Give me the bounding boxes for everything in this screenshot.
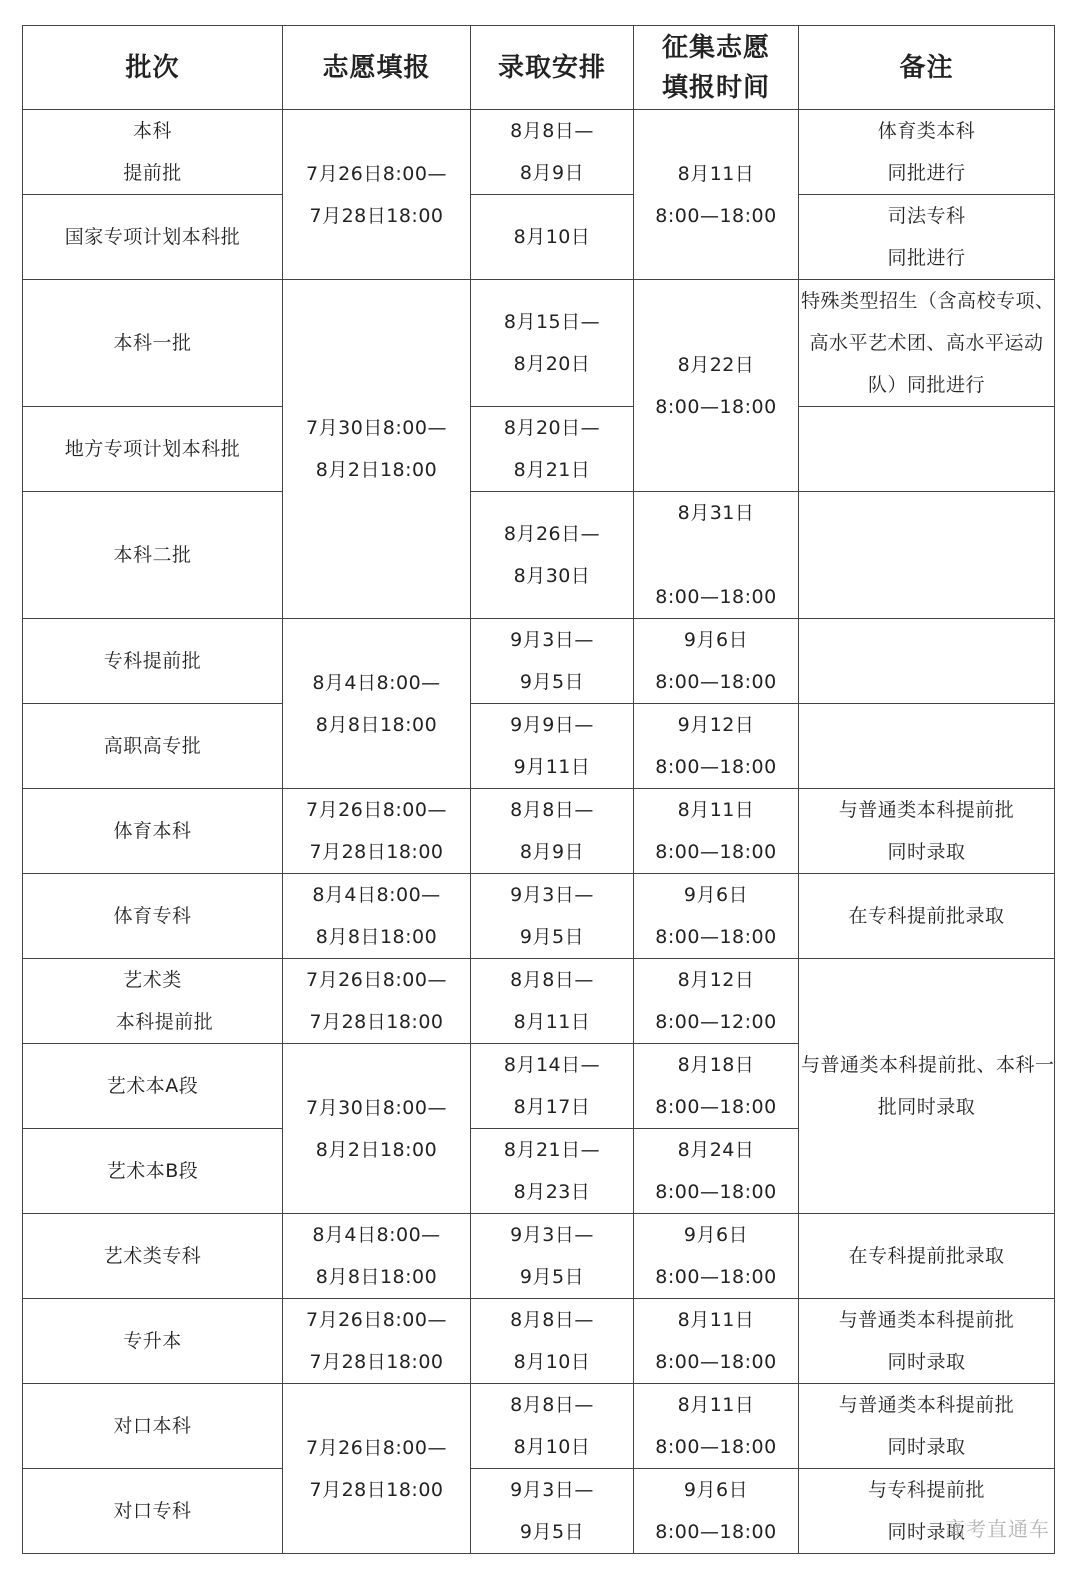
remarks-line: 在专科提前批录取 [848, 905, 1005, 927]
application-line: 8月2日18:00 [315, 1138, 438, 1161]
batch-line: 本科一批 [113, 332, 192, 354]
batch-line: 艺术类 [123, 969, 182, 991]
cell-admission [471, 874, 634, 959]
batch-line: 专升本 [123, 1330, 182, 1352]
table-row [23, 789, 1055, 874]
cell-batch [23, 1044, 283, 1129]
admission-line: 8月20日 [513, 353, 591, 375]
admission-line: 8月9日 [519, 162, 585, 184]
application-line: 8月2日18:00 [315, 459, 438, 481]
table-row [23, 704, 1055, 789]
collection-line: 8月11日 [677, 799, 755, 821]
batch-line: 体育本科 [113, 820, 192, 842]
cell-collection [634, 619, 799, 704]
header-admission: 录取安排 [471, 26, 634, 110]
cell-collection [634, 280, 799, 492]
application-line: 7月30日8:00— [306, 1096, 447, 1119]
remarks-line: 与普通类本科提前批 [838, 1394, 1015, 1416]
application-line: 8月8日18:00 [315, 1266, 438, 1288]
application-line: 7月28日18:00 [309, 204, 444, 227]
admission-line: 8月14日— [503, 1054, 601, 1076]
admission-line: 8月21日 [513, 459, 591, 481]
application-line: 7月26日8:00— [306, 799, 447, 821]
table-row [23, 619, 1055, 704]
cell-batch [23, 704, 283, 789]
header-collection-time [634, 26, 799, 110]
cell-application [283, 1384, 471, 1554]
cell-remarks [799, 959, 1055, 1214]
cell-collection [634, 1299, 799, 1384]
admission-line: 8月23日 [513, 1181, 591, 1203]
cell-remarks [799, 1299, 1055, 1384]
collection-line: 8:00—18:00 [655, 1351, 777, 1373]
application-line: 7月26日8:00— [306, 969, 447, 991]
admission-line: 9月11日 [513, 756, 591, 778]
application-line: 7月28日18:00 [309, 1478, 444, 1501]
cell-remarks [799, 407, 1055, 492]
cell-admission [471, 1129, 634, 1214]
collection-line: 8:00—18:00 [655, 756, 777, 778]
cell-batch [23, 959, 283, 1044]
collection-line: 8:00—18:00 [655, 671, 777, 693]
cell-application [283, 789, 471, 874]
collection-line: 8月31日 [677, 502, 755, 524]
cell-application [283, 280, 471, 619]
application-line: 8月4日8:00— [312, 671, 441, 694]
collection-line: 8月22日 [677, 353, 755, 376]
application-line: 8月4日8:00— [312, 1224, 441, 1246]
collection-line: 8:00—18:00 [655, 204, 777, 227]
admission-line: 9月5日 [519, 671, 585, 693]
remarks-line: 同时录取 [887, 841, 966, 863]
batch-line: 对口专科 [113, 1500, 192, 1522]
remarks-line: 同批进行 [887, 162, 966, 184]
collection-line: 8:00—18:00 [655, 841, 777, 863]
collection-line: 8月11日 [677, 162, 755, 185]
cell-application [283, 1214, 471, 1299]
table-row [23, 1214, 1055, 1299]
table-row [23, 110, 1055, 195]
remarks-line: 在专科提前批录取 [848, 1245, 1005, 1267]
cell-remarks [799, 280, 1055, 407]
admission-line: 8月26日— [503, 523, 601, 545]
admission-line: 8月8日— [510, 969, 594, 991]
admission-line: 8月8日— [510, 1394, 594, 1416]
collection-line: 8:00—18:00 [655, 1096, 777, 1118]
cell-admission [471, 110, 634, 195]
collection-line: 8:00—18:00 [655, 1521, 777, 1543]
application-line: 8月4日8:00— [312, 884, 441, 906]
batch-line: 艺术本B段 [106, 1160, 199, 1182]
remarks-line: 与普通类本科提前批 [838, 799, 1015, 821]
cell-remarks [799, 874, 1055, 959]
application-line: 7月28日18:00 [309, 1011, 444, 1033]
cell-collection [634, 1044, 799, 1129]
table-row [23, 959, 1055, 1044]
admission-line: 9月9日— [510, 714, 594, 736]
remarks-line: 队）同批进行 [867, 374, 985, 396]
cell-batch [23, 874, 283, 959]
admission-line: 8月30日 [513, 565, 591, 587]
cell-collection [634, 704, 799, 789]
batch-line: 地方专项计划本科批 [64, 438, 241, 460]
cell-batch [23, 110, 283, 195]
cell-remarks [799, 1214, 1055, 1299]
cell-admission [471, 959, 634, 1044]
collection-line: 9月6日 [683, 629, 749, 651]
cell-remarks [799, 789, 1055, 874]
cell-remarks [799, 195, 1055, 280]
application-line: 7月26日8:00— [306, 1309, 447, 1331]
cell-batch [23, 1469, 283, 1554]
cell-remarks [799, 619, 1055, 704]
collection-line: 8月24日 [677, 1139, 755, 1161]
collection-line: 8:00—18:00 [655, 395, 777, 418]
collection-line: 8月11日 [677, 1309, 755, 1331]
cell-admission [471, 704, 634, 789]
admission-line: 9月5日 [519, 926, 585, 948]
admission-line: 8月11日 [513, 1011, 591, 1033]
cell-application [283, 1299, 471, 1384]
remarks-line: 同时录取 [887, 1521, 966, 1543]
batch-line: 对口本科 [113, 1415, 192, 1437]
cell-admission [471, 789, 634, 874]
collection-line: 8:00—18:00 [655, 1181, 777, 1203]
collection-line: 8:00—18:00 [655, 926, 777, 948]
batch-line: 高职高专批 [103, 735, 202, 757]
table-row [23, 1469, 1055, 1554]
cell-remarks [799, 1384, 1055, 1469]
batch-line: 本科提前批 [115, 1011, 214, 1033]
admission-line: 8月21日— [503, 1139, 601, 1161]
remarks-line: 批同时录取 [877, 1096, 976, 1118]
remarks-line: 特殊类型招生（含高校专项、 [801, 290, 1055, 312]
cell-admission [471, 1214, 634, 1299]
header-remarks: 备注 [799, 26, 1055, 110]
collection-line: 8:00—12:00 [655, 1011, 777, 1033]
cell-batch [23, 1214, 283, 1299]
cell-batch [23, 619, 283, 704]
batch-line: 艺术本A段 [106, 1075, 199, 1097]
header-application: 志愿填报 [283, 26, 471, 110]
remarks-line: 司法专科 [887, 205, 966, 227]
admission-line: 8月15日— [503, 311, 601, 333]
table-row [23, 280, 1055, 407]
cell-application [283, 874, 471, 959]
batch-line: 艺术类专科 [103, 1245, 202, 1267]
collection-line: 9月6日 [683, 1479, 749, 1501]
cell-application [283, 959, 471, 1044]
cell-batch [23, 789, 283, 874]
batch-line: 提前批 [123, 162, 182, 184]
cell-admission [471, 1384, 634, 1469]
collection-line: 9月6日 [683, 884, 749, 906]
cell-collection [634, 1469, 799, 1554]
cell-remarks [799, 110, 1055, 195]
header-row [23, 26, 1055, 110]
header-collection-line1: 征集志愿 [661, 32, 770, 63]
collection-line: 8:00—18:00 [655, 1266, 777, 1288]
admission-line: 8月10日 [513, 1351, 591, 1373]
admission-line: 8月10日 [513, 226, 591, 248]
cell-application [283, 619, 471, 789]
batch-line: 体育专科 [113, 905, 192, 927]
collection-line: 8月12日 [677, 969, 755, 991]
application-line: 7月26日8:00— [306, 1436, 447, 1459]
admission-schedule-table [22, 25, 1055, 1554]
application-line: 7月26日8:00— [306, 162, 447, 185]
cell-collection [634, 492, 799, 619]
table-row [23, 492, 1055, 619]
admission-line: 9月3日— [510, 629, 594, 651]
cell-collection [634, 959, 799, 1044]
admission-line: 9月3日— [510, 1224, 594, 1246]
cell-application [283, 110, 471, 280]
cell-collection [634, 874, 799, 959]
cell-admission [471, 407, 634, 492]
table-row [23, 195, 1055, 280]
collection-line: 8月11日 [677, 1394, 755, 1416]
cell-admission [471, 619, 634, 704]
admission-line: 8月8日— [510, 1309, 594, 1331]
cell-batch [23, 407, 283, 492]
admission-line: 8月8日— [510, 120, 594, 142]
admission-line: 8月17日 [513, 1096, 591, 1118]
remarks-line: 同时录取 [887, 1436, 966, 1458]
watermark: 高考直通车 [945, 1517, 1050, 1541]
table-row [23, 1384, 1055, 1469]
application-line: 8月8日18:00 [315, 926, 438, 948]
batch-line: 本科 [132, 120, 172, 142]
application-line: 7月28日18:00 [309, 1351, 444, 1373]
header-collection-line2: 填报时间 [661, 72, 770, 103]
collection-line: 8:00—18:00 [655, 1436, 777, 1458]
collection-line: 8月18日 [677, 1054, 755, 1076]
batch-line: 专科提前批 [103, 650, 202, 672]
table-row [23, 1299, 1055, 1384]
cell-collection [634, 1214, 799, 1299]
remarks-line: 同批进行 [887, 247, 966, 269]
application-line: 8月8日18:00 [315, 713, 438, 736]
remarks-line: 与专科提前批 [867, 1479, 985, 1501]
application-line: 7月28日18:00 [309, 841, 444, 863]
admission-line: 8月10日 [513, 1436, 591, 1458]
admission-line: 9月5日 [519, 1266, 585, 1288]
table-row [23, 874, 1055, 959]
collection-line: 8:00—18:00 [655, 586, 777, 608]
cell-batch [23, 492, 283, 619]
cell-batch [23, 1129, 283, 1214]
application-line: 7月30日8:00— [306, 417, 447, 439]
header-batch: 批次 [23, 26, 283, 110]
cell-batch [23, 1299, 283, 1384]
batch-line: 国家专项计划本科批 [64, 226, 241, 248]
remarks-line: 与普通类本科提前批、本科一 [801, 1054, 1055, 1076]
cell-collection [634, 789, 799, 874]
cell-admission [471, 1044, 634, 1129]
cell-admission [471, 1299, 634, 1384]
collection-line: 9月6日 [683, 1224, 749, 1246]
cell-collection [634, 110, 799, 280]
admission-line: 8月9日 [519, 841, 585, 863]
cell-batch [23, 280, 283, 407]
remarks-line: 高水平艺术团、高水平运动 [809, 332, 1044, 354]
cell-application [283, 1044, 471, 1214]
collection-line: 9月12日 [677, 714, 755, 736]
remarks-line: 同时录取 [887, 1351, 966, 1373]
batch-line: 本科二批 [113, 544, 192, 566]
admission-line: 8月8日— [510, 799, 594, 821]
remarks-line: 与普通类本科提前批 [838, 1309, 1015, 1331]
admission-line: 9月3日— [510, 884, 594, 906]
admission-line: 8月20日— [503, 417, 601, 439]
admission-line: 9月3日— [510, 1479, 594, 1501]
cell-admission [471, 280, 634, 407]
cell-remarks [799, 704, 1055, 789]
table-row [23, 407, 1055, 492]
cell-remarks [799, 492, 1055, 619]
cell-batch [23, 195, 283, 280]
cell-admission [471, 1469, 634, 1554]
cell-batch [23, 1384, 283, 1469]
cell-collection [634, 1384, 799, 1469]
cell-collection [634, 1129, 799, 1214]
remarks-line: 体育类本科 [877, 120, 976, 142]
cell-admission [471, 195, 634, 280]
cell-admission [471, 492, 634, 619]
admission-line: 9月5日 [519, 1521, 585, 1543]
